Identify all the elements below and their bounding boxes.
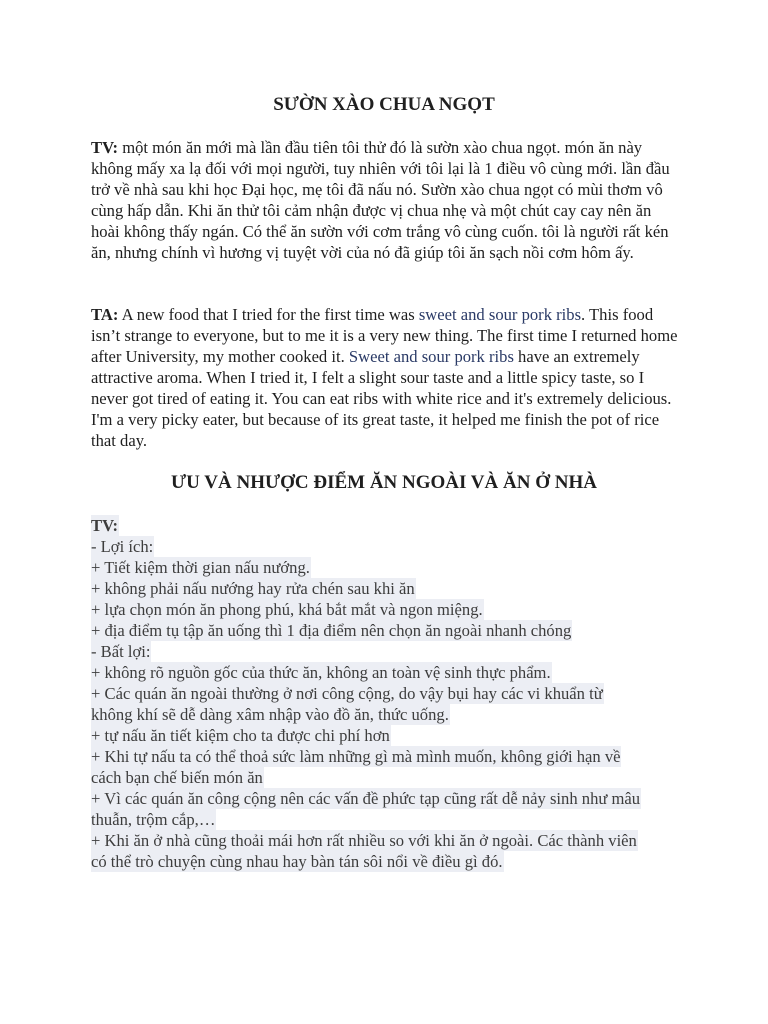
list-item: + Vì các quán ăn công cộng nên các vấn đề phức tạp cũng rất dễ nảy sinh như mâu xyxy=(91,789,641,808)
section-title-sweet-sour-ribs: SƯỜN XÀO CHUA NGỌT xyxy=(273,94,495,115)
tv-label-2: TV: xyxy=(91,516,119,535)
list-item: + không rõ nguồn gốc của thức ăn, không an toàn vệ sinh thực phẩm. xyxy=(91,663,551,682)
sweet-sour-ribs-link[interactable]: sweet and sour pork ribs xyxy=(418,305,582,324)
list-item: cách bạn chế biến món ăn xyxy=(91,768,263,787)
list-item: + không phải nấu nướng hay rửa chén sau khi ăn xyxy=(91,579,415,598)
list-item: + Khi ăn ở nhà cũng thoải mái hơn rất nhiều so với khi ăn ở ngoài. Các thành viên xyxy=(91,831,637,850)
list-item: + Tiết kiệm thời gian nấu nướng. xyxy=(91,558,310,577)
vietnamese-text: một món ăn mới mà lần đầu tiên tôi thử đó là sườn xào chua ngọt. món ăn này không mấy xa lạ đối với mọi người, tuy nhiên với tôi lại là 1 điều vô cùng mới. lần đầu trở về nhà sau khi học Đại học, mẹ tôi đã nấu nó. Sườn xào chua ngọt có mùi thơm vô cùng hấp dẫn. Khi ăn thử tôi cảm nhận được vị chua nhẹ và một chút cay cay nên ăn hoài không thấy ngán. Có thể ăn sườn với cơm trắng vô cùng cuốn. tôi là người rất kén ăn, nhưng chính vì hương vị tuyệt vời của nó đã giúp tôi ăn sạch nồi cơm hôm ấy. xyxy=(91,138,670,262)
ta-label: TA: xyxy=(91,305,119,324)
english-paragraph xyxy=(91,304,681,451)
list-item: có thể trò chuyện cùng nhau hay bàn tán sôi nổi về điều gì đó. xyxy=(91,852,503,871)
english-text-part1: A new food that I tried for the first time was xyxy=(118,305,419,324)
list-item: không khí sẽ dễ dàng xâm nhập vào đồ ăn, thức uống. xyxy=(91,705,449,724)
list-item: thuẫn, trộm cắp,… xyxy=(91,810,216,829)
list-item: + Các quán ăn ngoài thường ở nơi công cộng, do vậy bụi hay các vi khuẩn từ xyxy=(91,684,603,703)
tv-label: TV: xyxy=(91,138,119,157)
list-item: - Bất lợi: xyxy=(91,642,151,661)
list-item: + địa điểm tụ tập ăn uống thì 1 địa điểm nên chọn ăn ngoài nhanh chóng xyxy=(91,621,572,640)
list-item: - Lợi ích: xyxy=(91,537,154,556)
list-item: + Khi tự nấu ta có thể thoả sức làm những gì mà mình muốn, không giới hạn về xyxy=(91,747,621,766)
vietnamese-paragraph xyxy=(91,137,681,263)
english-text-part2: . This food isn’t strange to everyone, but to me it is a very new thing. The first time I returned home after University, my mother cooked it. xyxy=(91,305,678,366)
list-item: + lựa chọn món ăn phong phú, khá bắt mắt và ngon miệng. xyxy=(91,600,483,619)
list-item: + tự nấu ăn tiết kiệm cho ta được chi phí hơn xyxy=(91,726,390,745)
pros-cons-list xyxy=(91,515,691,872)
sweet-sour-ribs-link-2[interactable]: Sweet and sour pork ribs xyxy=(348,347,514,366)
english-text-part3: have an extremely attractive aroma. When I tried it, I felt a slight sour taste and a little spicy taste, so I never got tired of eating it. You can eat ribs with white rice and it's extremely delicious. I'm a very picky eater, but because of its great taste, it helped me finish the pot of rice that day. xyxy=(91,347,672,450)
section-title-pros-cons: ƯU VÀ NHƯỢC ĐIỂM ĂN NGOÀI VÀ ĂN Ở NHÀ xyxy=(171,472,597,493)
